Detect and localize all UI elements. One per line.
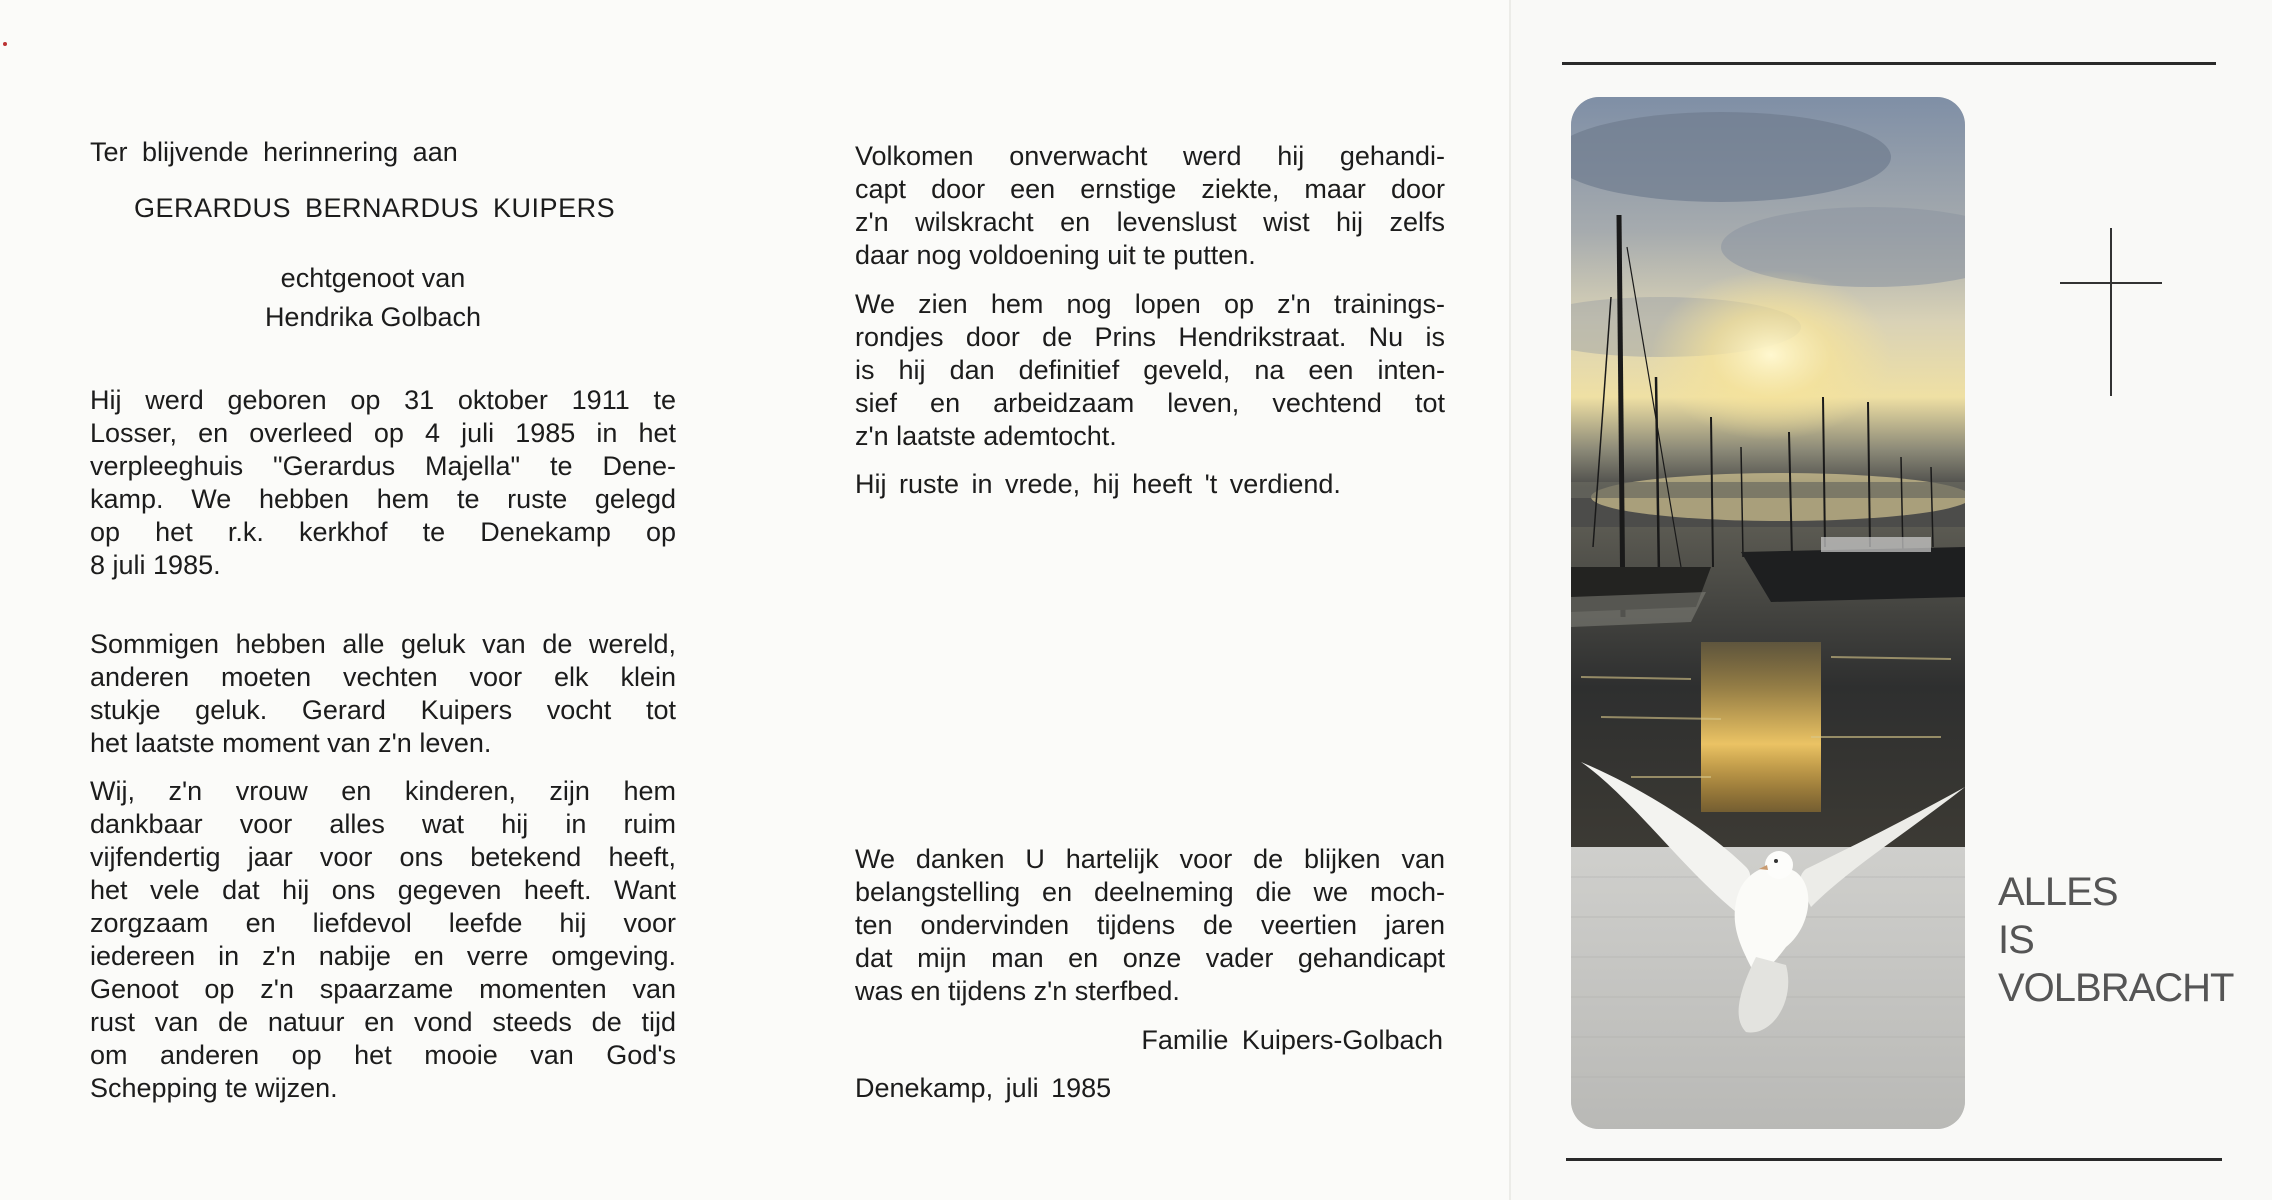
bottom-rule — [1566, 1158, 2222, 1161]
text-line: Hij werd geboren op 31 oktober 1911 te — [90, 385, 676, 415]
spouse-name: Hendrika Golbach — [264, 302, 482, 332]
family-gratitude-paragraph — [90, 775, 676, 1105]
intro-line: Ter blijvende herinnering aan — [90, 137, 458, 167]
illness-paragraph — [855, 140, 1445, 272]
text-line: is hij dan definitief geveld, na een inten- — [855, 355, 1445, 385]
text-line: vijfendertig jaar voor ons betekend heeft, — [90, 842, 676, 872]
card-fold — [1509, 0, 1511, 1200]
text-line: om anderen op het mooie van God's — [90, 1040, 676, 1070]
text-line: was en tijdens z'n sterfbed. — [855, 976, 1180, 1006]
happiness-paragraph — [90, 628, 676, 760]
harbor-sunset-dove-photo — [1571, 97, 1965, 1129]
text-line: sief en arbeidzaam leven, vechtend tot — [855, 388, 1445, 418]
text-line: Losser, en overleed op 4 juli 1985 in het — [90, 418, 676, 448]
text-line: Sommigen hebben alle geluk van de wereld, — [90, 629, 676, 659]
text-line: 8 juli 1985. — [90, 550, 221, 580]
place-date: Denekamp, juli 1985 — [855, 1073, 1112, 1103]
deceased-name: GERARDUS BERNARDUS KUIPERS — [134, 193, 616, 223]
top-rule — [1562, 62, 2216, 65]
text-line: We danken U hartelijk voor de blijken van — [855, 844, 1445, 874]
motto — [1998, 868, 2234, 1012]
text-line: anderen moeten vechten voor elk klein — [90, 662, 676, 692]
rest-in-peace-line: Hij ruste in vrede, hij heeft 't verdiend. — [855, 469, 1341, 499]
spouse-label: echtgenoot van — [280, 263, 466, 293]
text-line: z'n laatste ademtocht. — [855, 421, 1117, 451]
training-paragraph — [855, 288, 1445, 453]
birth-death-paragraph — [90, 384, 676, 582]
text-line: belangstelling en deelneming die we moch- — [855, 877, 1445, 907]
motto-line: ALLES — [1998, 870, 2118, 914]
text-line: iedereen in z'n nabije en verre omgeving. — [90, 941, 676, 971]
text-line: Wij, z'n vrouw en kinderen, zijn hem — [90, 776, 676, 806]
text-line: verpleeghuis "Gerardus Majella" te Dene- — [90, 451, 676, 481]
text-line: daar nog voldoening uit te putten. — [855, 240, 1256, 270]
text-line: rust van de natuur en vond steeds de tijd — [90, 1007, 676, 1037]
text-line: het vele dat hij ons gegeven heeft. Want — [90, 875, 676, 905]
cross-icon — [2058, 226, 2164, 398]
text-line: ten ondervinden tijdens de veertien jaren — [855, 910, 1445, 940]
text-line: zorgzaam en liefdevol leefde hij voor — [90, 908, 676, 938]
text-line: Schepping te wijzen. — [90, 1073, 338, 1103]
text-line: z'n wilskracht en levenslust wist hij zelfs — [855, 207, 1445, 237]
text-line: stukje geluk. Gerard Kuipers vocht tot — [90, 695, 676, 725]
motto-line: VOLBRACHT — [1998, 966, 2234, 1010]
text-line: capt door een ernstige ziekte, maar door — [855, 174, 1445, 204]
family-signature: Familie Kuipers-Golbach — [1141, 1025, 1443, 1055]
text-line: rondjes door de Prins Hendrikstraat. Nu is — [855, 322, 1445, 352]
text-line: kamp. We hebben hem te ruste gelegd — [90, 484, 676, 514]
text-line: Genoot op z'n spaarzame momenten van — [90, 974, 676, 1004]
motto-line: IS — [1998, 918, 2034, 962]
text-line: dat mijn man en onze vader gehandicapt — [855, 943, 1445, 973]
text-line: op het r.k. kerkhof te Denekamp op — [90, 517, 676, 547]
text-line: Volkomen onverwacht werd hij gehandi- — [855, 141, 1445, 171]
thanks-paragraph — [855, 843, 1445, 1008]
text-line: het laatste moment van z'n leven. — [90, 728, 492, 758]
text-line: dankbaar voor alles wat hij in ruim — [90, 809, 676, 839]
text-line: We zien hem nog lopen op z'n trainings- — [855, 289, 1445, 319]
